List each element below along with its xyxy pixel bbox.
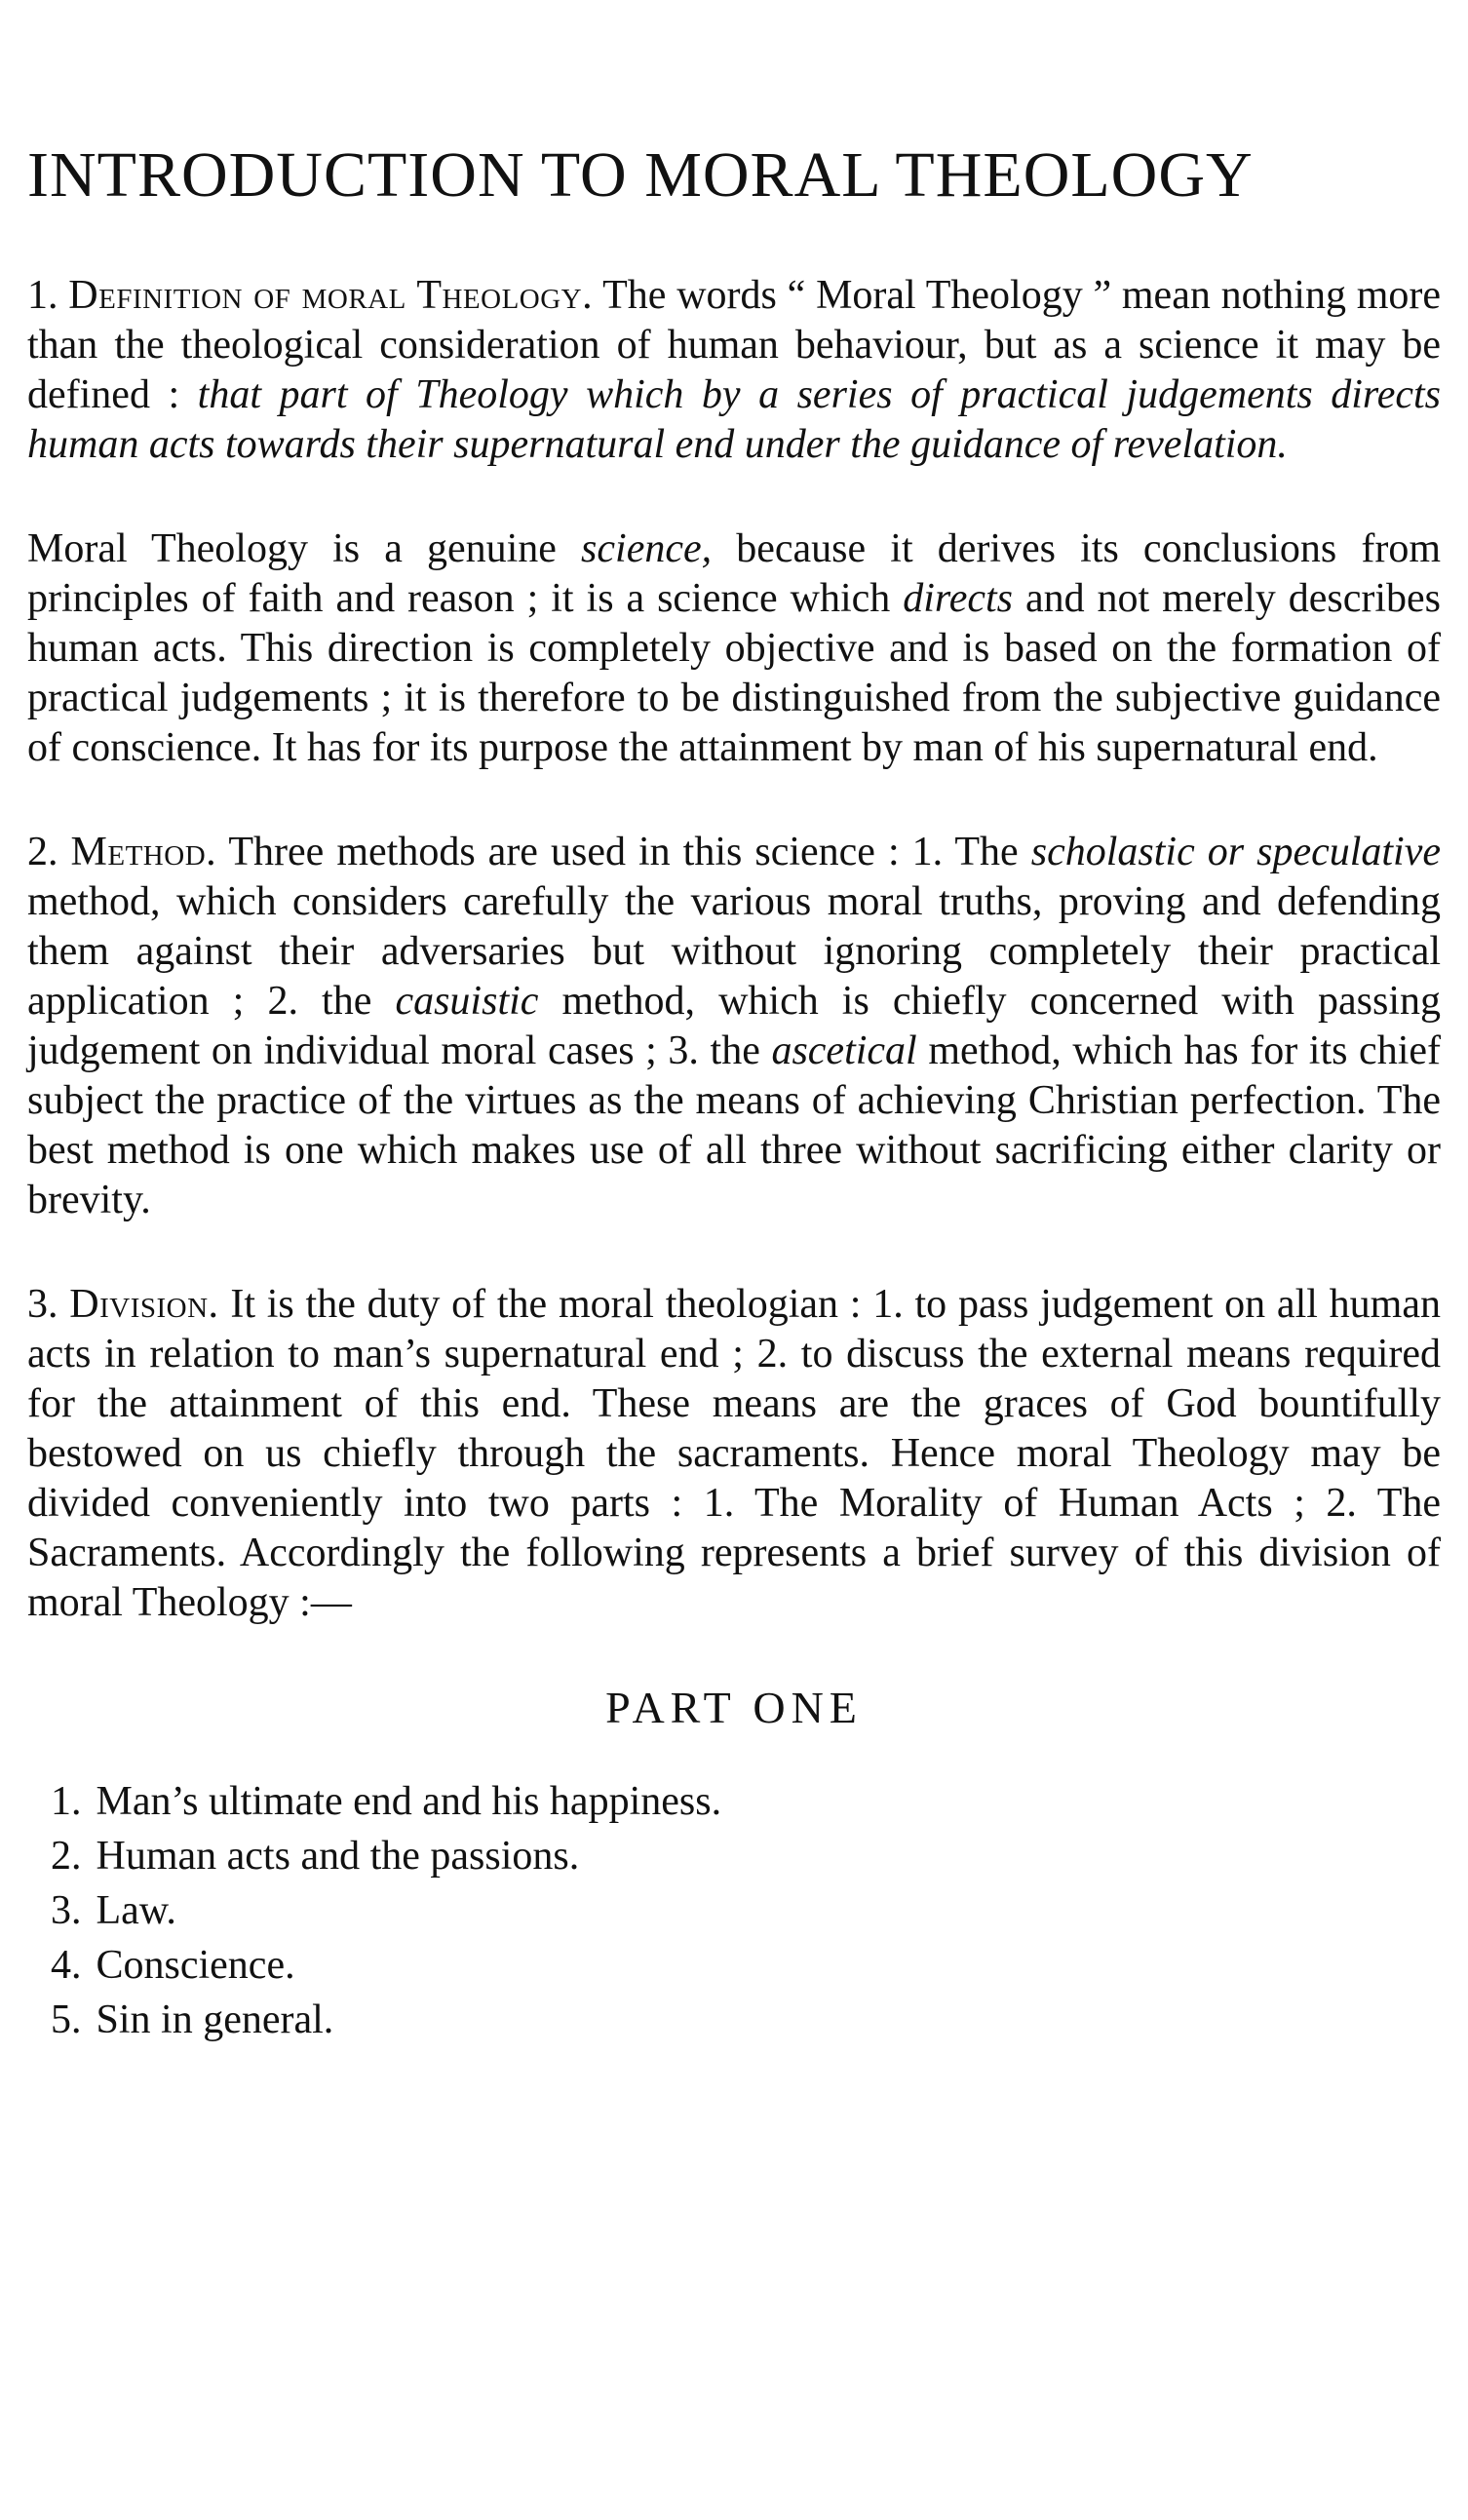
list-item — [27, 1774, 1441, 1829]
section-text: method, which considers carefully the various moral truths, proving and defending them against their adversaries but without ignoring completely their practical application ; 2. the — [27, 879, 1441, 1024]
paragraph-text: because it derives its conclusions from principles of faith and reason ; it is a science which — [27, 526, 1441, 621]
section-definition — [27, 271, 1441, 470]
section-method — [27, 828, 1441, 1225]
section-number: 1. — [27, 273, 58, 318]
section-heading: Method. — [70, 830, 217, 874]
section-text: The words “ Moral Theology ” mean nothing more than the theological consideration of human behaviour, but as a science it may be defined : — [27, 273, 1442, 417]
section-heading: Definition of moral Theology. — [68, 273, 594, 318]
list-item-number: 5. — [51, 1997, 82, 2042]
list-item-number: 2. — [51, 1834, 82, 1879]
part-one-list — [27, 1774, 1441, 2047]
list-item-text: Sin in general. — [96, 1997, 334, 2042]
section-text: It is the duty of the moral theologian : 1. to pass judgement on all human acts in relation to man’s supernatural end ; 2. to discuss the external means required for the attainment of this end. These means are the graces of God bountifully bestowed on us chiefly through the sacraments. Hence moral Theology may be divided conveniently into two parts : 1. The Morality of Human Acts ; 2. The Sacraments. Accordingly the following represents a brief survey of this division of moral Theology :— — [27, 1282, 1441, 1625]
page-title: INTRODUCTION TO MORAL THEOLOGY — [27, 139, 1254, 211]
list-item-text: Law. — [96, 1888, 176, 1933]
paragraph-text: Moral Theology is a genuine — [27, 526, 582, 571]
section-division — [27, 1280, 1441, 1628]
list-item-number: 4. — [51, 1943, 82, 1988]
italic-directs: directs — [903, 576, 1013, 621]
list-item-number: 3. — [51, 1888, 82, 1933]
paragraph-text: and not merely describes human acts. This direction is completely objective and is based on the formation of practical judgements ; it is therefore to be distinguished from the subjective guidance of conscience. It has for its purpose the attainment by man of his supernatural end. — [27, 576, 1442, 770]
section-number: 2. — [27, 830, 58, 874]
paragraph-science — [27, 524, 1441, 773]
section-text: method, which is chiefly concerned with passing judgement on individual moral cases ; 3. the — [27, 979, 1441, 1073]
list-item-number: 1. — [51, 1779, 82, 1824]
section-text: Three methods are used in this science : 1. The — [216, 830, 1031, 874]
italic-scholastic: scholastic or speculative — [1030, 830, 1442, 874]
part-one-heading: PART ONE — [605, 1683, 863, 1732]
list-item — [27, 1938, 1441, 1993]
section-text: method, which has for its chief subject the practice of the virtues as the means of achieving Christian perfection. The best method is one which makes use of all three without sacrificing either clarity or brevity. — [27, 1028, 1441, 1222]
list-item — [27, 1883, 1441, 1938]
section-number: 3. — [27, 1282, 58, 1327]
section-heading: Division. — [69, 1282, 219, 1327]
italic-casuistic: casuistic — [395, 979, 539, 1024]
list-item-text: Conscience. — [96, 1943, 295, 1988]
italic-ascetical: ascetical — [771, 1028, 917, 1073]
list-item — [27, 1829, 1441, 1883]
list-item-text: Human acts and the passions. — [96, 1834, 580, 1879]
italic-science: science, — [581, 526, 713, 571]
book-page — [27, 136, 1441, 2047]
definition-italic: that part of Theology which by a series of practical judgements directs human acts towards their supernatural end under the guidance of revelation. — [27, 372, 1442, 467]
list-item — [27, 1993, 1441, 2047]
list-item-text: Man’s ultimate end and his happiness. — [96, 1779, 722, 1824]
